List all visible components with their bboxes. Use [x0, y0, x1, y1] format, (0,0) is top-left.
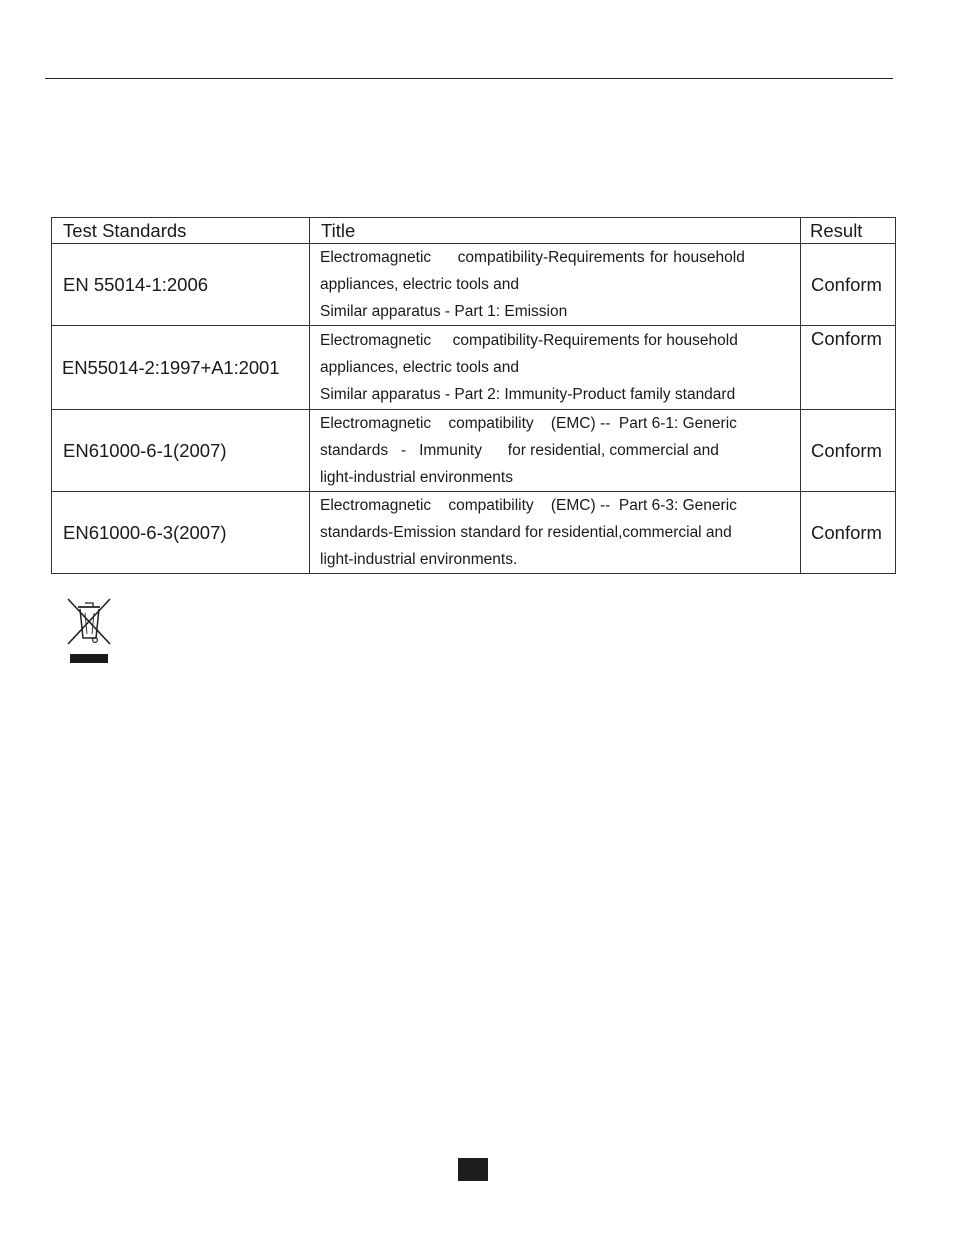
result-cell: Conform: [801, 244, 896, 326]
top-divider: [45, 78, 893, 79]
title-cell: [310, 326, 801, 410]
title-line: Electromagnetic compatibility-Requirements for household: [320, 332, 738, 349]
standard-cell: EN61000-6-1(2007): [52, 410, 310, 492]
title-line: Similar apparatus - Part 2: Immunity-Product family standard: [320, 386, 736, 403]
result-cell: Conform: [801, 410, 896, 492]
title-line: standards-Emission standard for residential,commercial and: [320, 524, 732, 541]
crossed-out-wheelie-bin-icon: [66, 598, 112, 666]
table-row: [52, 326, 896, 410]
standard-cell: EN 55014-1:2006: [52, 244, 310, 326]
table-header-row: [52, 218, 896, 244]
standard-cell: EN61000-6-3(2007): [52, 492, 310, 574]
result-cell: Conform: [801, 326, 896, 410]
title-line: standards - Immunity for residential, commercial and: [320, 442, 719, 459]
title-line: light-industrial environments: [320, 469, 513, 486]
table-row: [52, 410, 896, 492]
header-title: Title: [310, 218, 801, 244]
standard-cell: EN55014-2:1997+A1:2001: [52, 326, 310, 410]
title-cell: [310, 410, 801, 492]
table-row: [52, 492, 896, 574]
test-standards-table: [51, 217, 896, 574]
header-test-standards: Test Standards: [52, 218, 310, 244]
title-line: appliances, electric tools and: [320, 276, 520, 293]
title-line: Electromagnetic compatibility-Requirements for household: [320, 249, 745, 266]
result-cell: Conform: [801, 492, 896, 574]
header-result: Result: [801, 218, 896, 244]
title-line: Electromagnetic compatibility (EMC) -- Part 6-3: Generic: [320, 497, 737, 514]
title-cell: [310, 244, 801, 326]
title-line: Electromagnetic compatibility (EMC) -- Part 6-1: Generic: [320, 415, 737, 432]
title-line: Similar apparatus - Part 1: Emission: [320, 303, 568, 320]
title-line: light-industrial environments.: [320, 551, 518, 568]
table-row: [52, 244, 896, 326]
page-number-tab: [458, 1158, 488, 1181]
title-line: appliances, electric tools and: [320, 359, 520, 376]
title-cell: [310, 492, 801, 574]
